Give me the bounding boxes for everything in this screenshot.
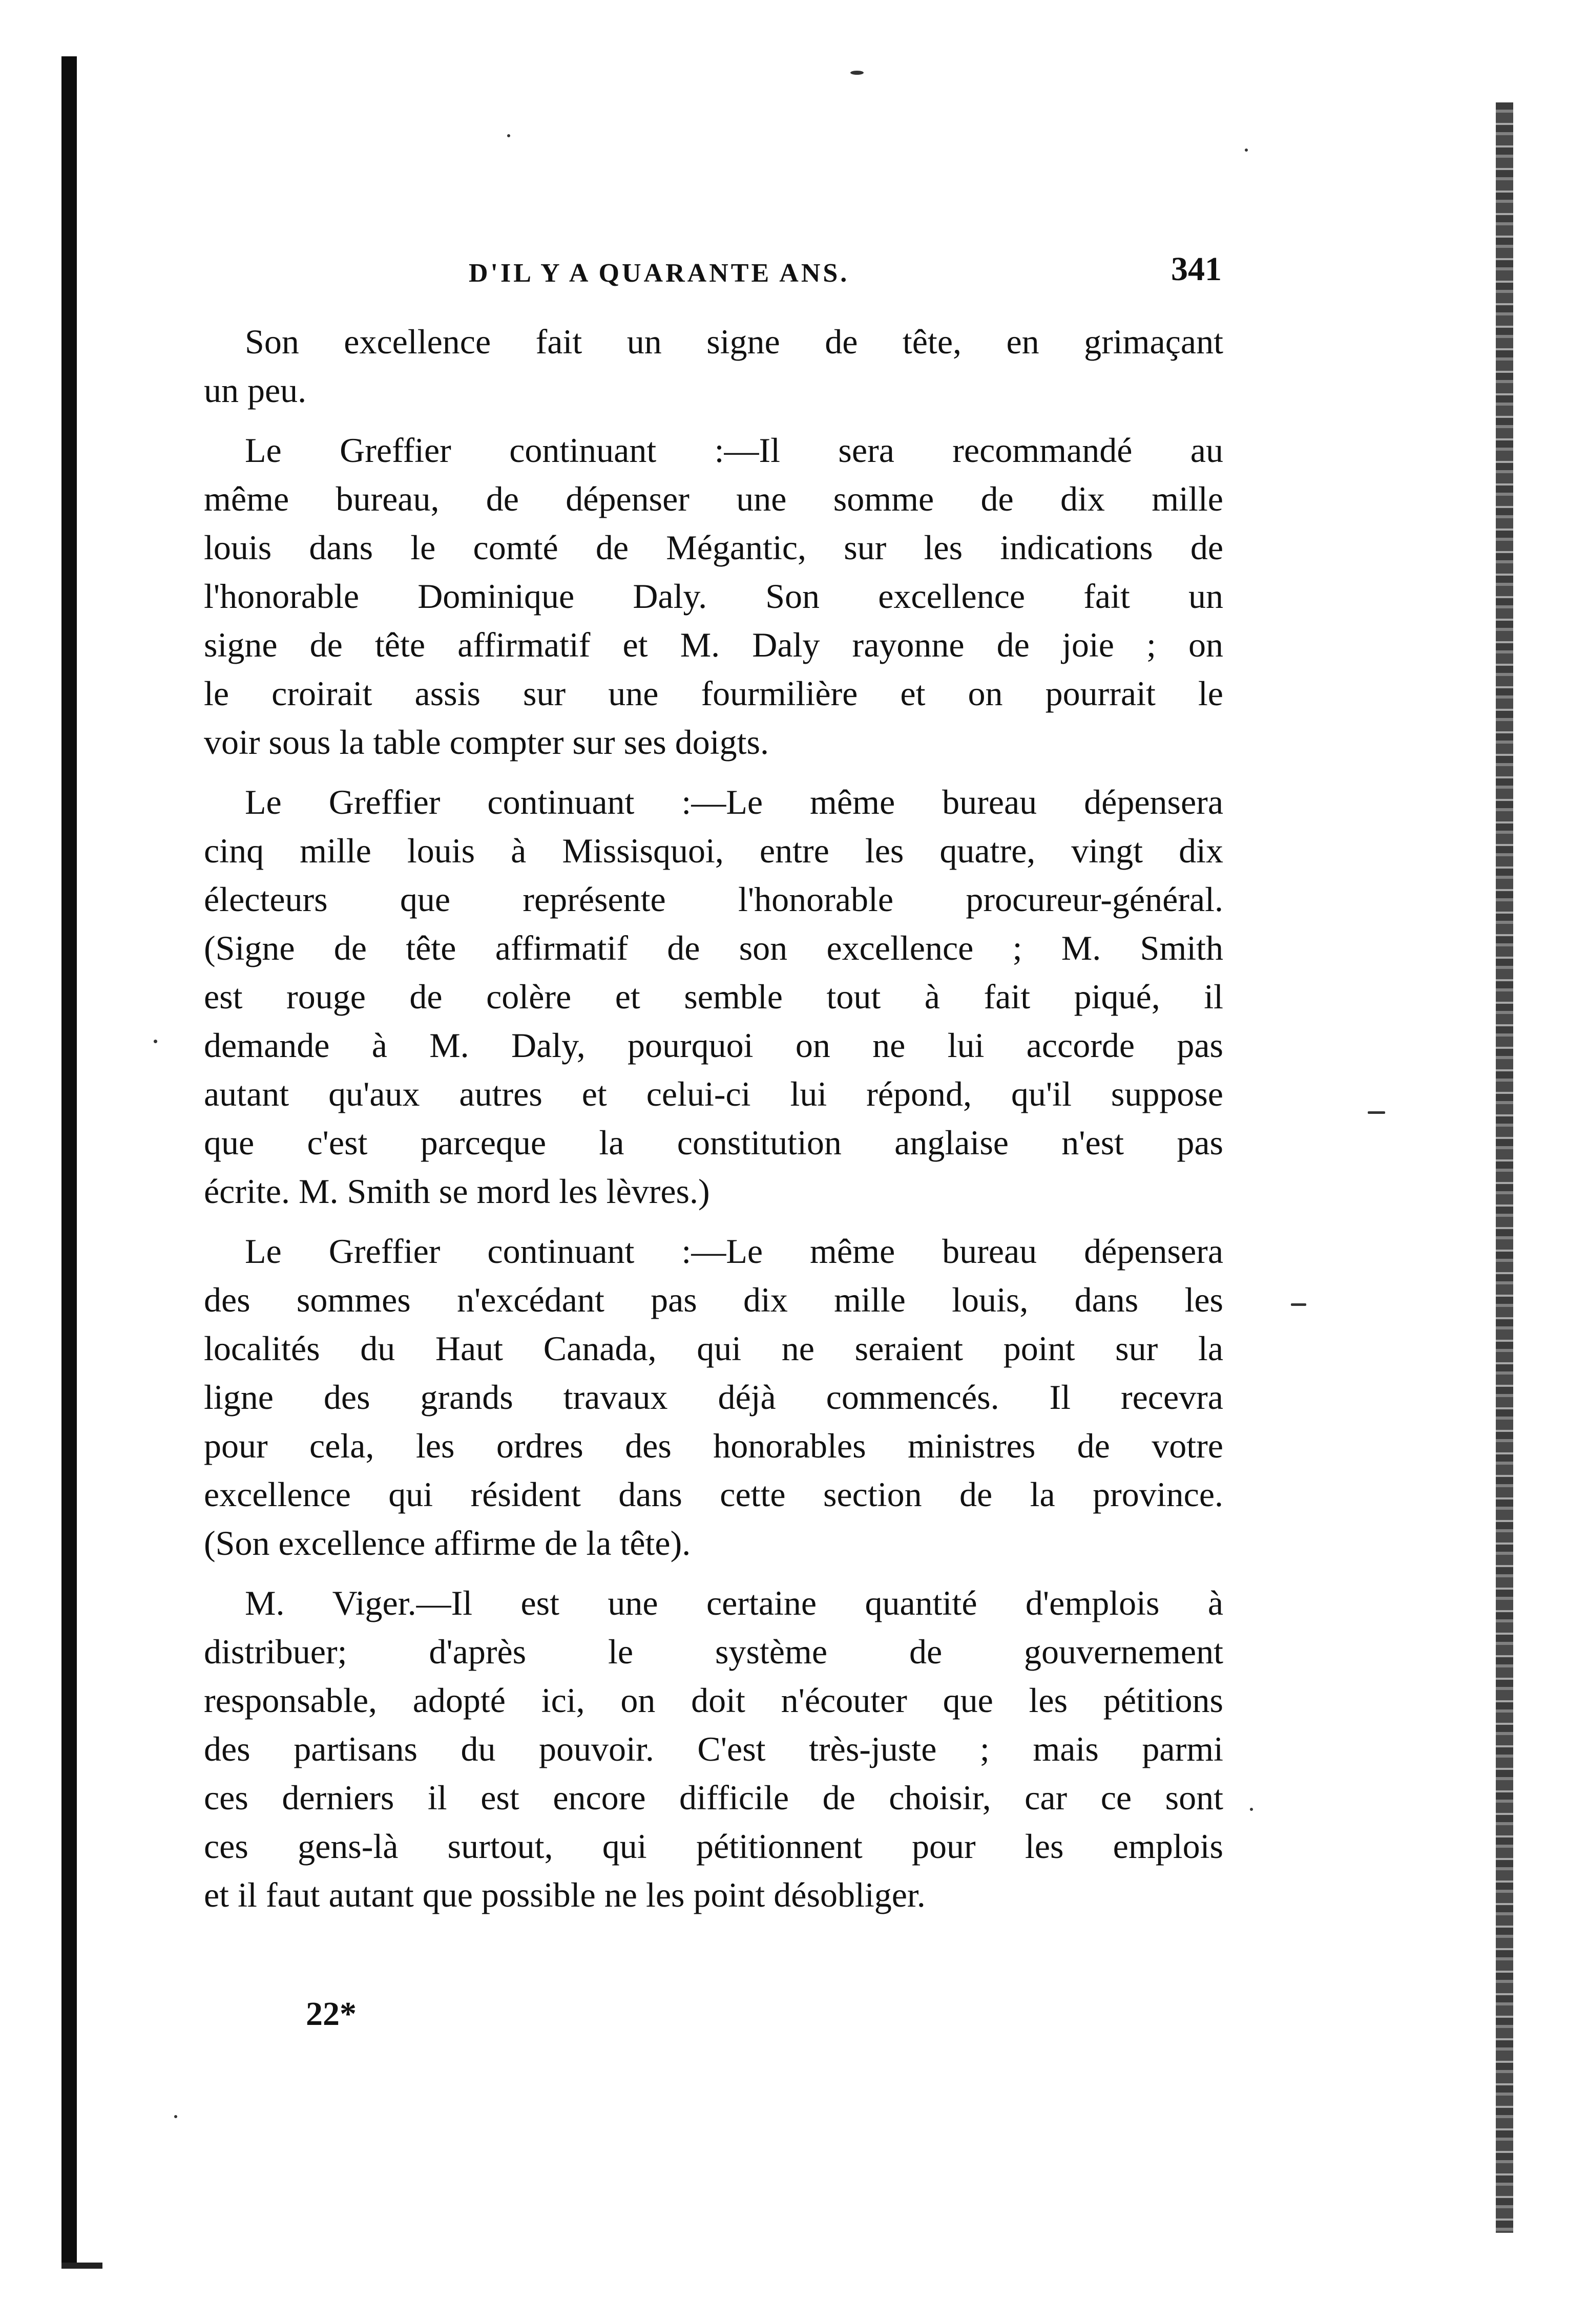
running-header (210, 250, 1222, 296)
text-line: ligne des grands travaux déjà commencés. Il recevra (204, 1378, 1223, 1417)
text-line: l'honorable Dominique Daly. Son excellence fait un (204, 577, 1223, 616)
text-line: pour cela, les ordres des honorables ministres de votre (204, 1426, 1223, 1465)
scan-speck (1368, 1111, 1385, 1114)
text-line: Le Greffier continuant :—Le même bureau dépensera (245, 783, 1223, 821)
text-line: cinq mille louis à Missisquoi, entre les quatre, vingt dix (204, 831, 1223, 870)
text-line: (Signe de tête affirmatif de son excellence ; M. Smith (204, 928, 1223, 967)
scan-left-edge (61, 56, 77, 2264)
scan-speck (507, 134, 510, 137)
paragraph (204, 318, 1223, 415)
scan-speck (154, 1040, 157, 1043)
text-line: localités du Haut Canada, qui ne seraient point sur la (204, 1329, 1223, 1368)
text-line: même bureau, de dépenser une somme de dix mille (204, 479, 1223, 518)
text-line: distribuer; d'après le système de gouvernement (204, 1632, 1223, 1671)
text-line: ces gens-là surtout, qui pétitionnent pour les emplois (204, 1827, 1223, 1866)
text-line: M. Viger.—Il est une certaine quantité d'emplois à (245, 1583, 1223, 1622)
text-line: voir sous la table compter sur ses doigts. (204, 723, 769, 762)
scan-right-edge (1496, 102, 1513, 2233)
paragraph (204, 778, 1223, 1216)
paragraph (204, 1227, 1223, 1568)
text-line: le croirait assis sur une fourmilière et on pourrait le (204, 674, 1223, 713)
page-number: 341 (1171, 250, 1222, 288)
text-line: responsable, adopté ici, on doit n'écouter que les pétitions (204, 1681, 1223, 1720)
paragraph (204, 426, 1223, 767)
scan-speck (1250, 1808, 1253, 1811)
scan-bottom-edge (61, 2263, 102, 2269)
text-line: (Son excellence affirme de la tête). (204, 1524, 691, 1562)
running-title: D'IL Y A QUARANTE ANS. (469, 259, 850, 288)
text-line: écrite. M. Smith se mord les lèvres.) (204, 1172, 710, 1211)
text-line: demande à M. Daly, pourquoi on ne lui accorde pas (204, 1026, 1223, 1065)
text-line: que c'est parceque la constitution anglaise n'est pas (204, 1123, 1223, 1162)
paragraph (204, 1579, 1223, 1919)
text-line: Son excellence fait un signe de tête, en grimaçant (245, 322, 1223, 361)
signature-mark: 22* (306, 1995, 357, 2033)
text-line: signe de tête affirmatif et M. Daly rayonne de joie ; on (204, 625, 1223, 664)
text-line: Le Greffier continuant :—Le même bureau dépensera (245, 1232, 1223, 1271)
text-line: est rouge de colère et semble tout à fait piqué, il (204, 977, 1223, 1016)
text-line: ces derniers il est encore difficile de choisir, car ce sont (204, 1778, 1223, 1817)
scan-speck (174, 2115, 177, 2118)
scan-speck (850, 71, 864, 75)
text-line: des sommes n'excédant pas dix mille louis, dans les (204, 1280, 1223, 1319)
text-line: autant qu'aux autres et celui-ci lui répond, qu'il suppose (204, 1074, 1223, 1113)
text-line: électeurs que représente l'honorable procureur-général. (204, 880, 1223, 919)
scan-speck (1291, 1303, 1306, 1306)
text-line: un peu. (204, 371, 307, 410)
text-line: excellence qui résident dans cette section de la province. (204, 1475, 1223, 1514)
text-line: des partisans du pouvoir. C'est très-juste ; mais parmi (204, 1729, 1223, 1768)
text-line: Le Greffier continuant :—Il sera recommandé au (245, 431, 1223, 470)
text-line: et il faut autant que possible ne les point désobliger. (204, 1875, 926, 1914)
scan-speck (1245, 149, 1248, 152)
text-line: louis dans le comté de Mégantic, sur les indications de (204, 528, 1223, 567)
body-text (204, 318, 1223, 1931)
